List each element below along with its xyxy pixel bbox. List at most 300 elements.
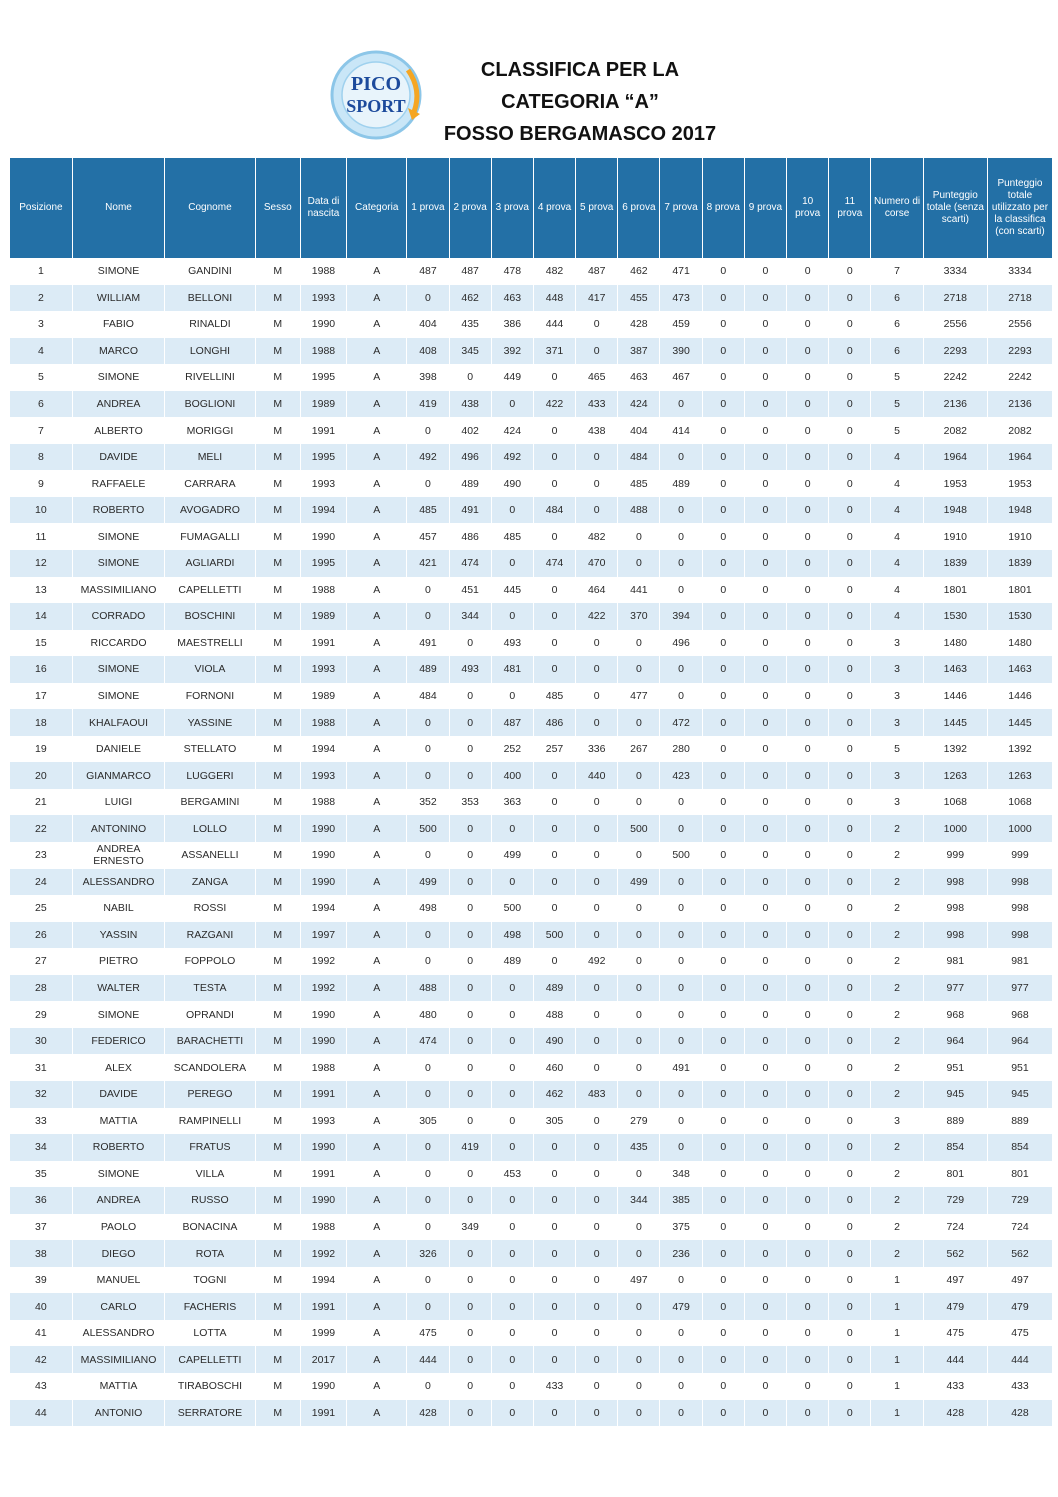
table-cell: 0 bbox=[829, 975, 871, 1002]
table-cell: 0 bbox=[449, 1373, 491, 1400]
table-cell: 0 bbox=[702, 364, 744, 391]
table-row bbox=[10, 285, 1052, 312]
table-cell: PAOLO bbox=[72, 1214, 164, 1241]
table-cell: M bbox=[255, 1161, 300, 1188]
table-cell: 0 bbox=[744, 975, 786, 1002]
table-cell: 0 bbox=[829, 603, 871, 630]
table-cell: A bbox=[347, 1214, 407, 1241]
table-cell: 0 bbox=[660, 497, 702, 524]
table-cell: 0 bbox=[576, 815, 618, 842]
table-cell: 0 bbox=[829, 311, 871, 338]
table-cell: 0 bbox=[407, 922, 449, 949]
table-cell: 1990 bbox=[300, 523, 346, 550]
table-cell: 0 bbox=[787, 1214, 829, 1241]
table-cell: 0 bbox=[576, 1293, 618, 1320]
table-cell: 479 bbox=[660, 1293, 702, 1320]
table-cell: 0 bbox=[576, 1240, 618, 1267]
table-cell: 0 bbox=[787, 709, 829, 736]
table-cell: 5 bbox=[871, 417, 923, 444]
table-cell: 0 bbox=[744, 656, 786, 683]
table-cell: 0 bbox=[491, 497, 533, 524]
table-cell: 32 bbox=[10, 1081, 72, 1108]
table-cell: 0 bbox=[449, 1240, 491, 1267]
table-cell: 444 bbox=[407, 1346, 449, 1373]
table-cell: 0 bbox=[787, 1001, 829, 1028]
table-cell: 1964 bbox=[923, 444, 987, 471]
table-cell: 0 bbox=[576, 1373, 618, 1400]
table-cell: 305 bbox=[533, 1108, 575, 1135]
table-cell: 487 bbox=[449, 258, 491, 285]
table-cell: 0 bbox=[660, 577, 702, 604]
table-cell: 0 bbox=[449, 1346, 491, 1373]
table-cell: 394 bbox=[660, 603, 702, 630]
table-cell: 0 bbox=[533, 577, 575, 604]
table-cell: 0 bbox=[491, 1346, 533, 1373]
table-cell: 0 bbox=[533, 1346, 575, 1373]
table-cell: 977 bbox=[987, 975, 1052, 1002]
table-row bbox=[10, 550, 1052, 577]
table-cell: 0 bbox=[491, 1267, 533, 1294]
table-cell: AVOGADRO bbox=[165, 497, 255, 524]
table-cell: 0 bbox=[787, 1028, 829, 1055]
table-row bbox=[10, 683, 1052, 710]
table-cell: 0 bbox=[576, 338, 618, 365]
table-cell: 492 bbox=[576, 948, 618, 975]
table-row bbox=[10, 948, 1052, 975]
table-cell: 17 bbox=[35, 690, 47, 703]
table-cell: 2718 bbox=[923, 285, 987, 312]
table-cell: 0 bbox=[576, 869, 618, 896]
table-cell: 1990 bbox=[300, 815, 346, 842]
table-cell: 0 bbox=[702, 285, 744, 312]
table-cell: 0 bbox=[533, 1400, 575, 1427]
table-cell: 1000 bbox=[987, 815, 1052, 842]
table-cell: 18 bbox=[10, 709, 72, 736]
table-cell: 40 bbox=[10, 1293, 72, 1320]
table-cell: 0 bbox=[702, 842, 744, 869]
table-cell: 2 bbox=[871, 1161, 923, 1188]
table-cell: 402 bbox=[449, 417, 491, 444]
table-cell: 0 bbox=[829, 338, 871, 365]
table-cell: M bbox=[255, 1081, 300, 1108]
table-cell: 4 bbox=[871, 603, 923, 630]
table-cell: 2 bbox=[871, 1001, 923, 1028]
table-cell: 0 bbox=[787, 736, 829, 763]
table-cell: 998 bbox=[987, 869, 1052, 896]
table-cell: 724 bbox=[987, 1214, 1052, 1241]
table-cell: 7 bbox=[871, 258, 923, 285]
table-cell: 1801 bbox=[923, 577, 987, 604]
table-cell: 0 bbox=[576, 1267, 618, 1294]
table-cell: 1 bbox=[871, 1373, 923, 1400]
table-cell: 444 bbox=[533, 311, 575, 338]
table-cell: 0 bbox=[576, 444, 618, 471]
table-cell: 1068 bbox=[923, 789, 987, 816]
table-row bbox=[10, 1346, 1052, 1373]
table-cell: 3334 bbox=[923, 258, 987, 285]
table-cell: 1 bbox=[871, 1346, 923, 1373]
table-cell: 0 bbox=[787, 683, 829, 710]
table-cell: 951 bbox=[987, 1054, 1052, 1081]
table-cell: 7 bbox=[37, 424, 44, 437]
table-cell: 0 bbox=[744, 1320, 786, 1347]
table-cell: A bbox=[347, 1187, 407, 1214]
table-cell: 0 bbox=[491, 1054, 533, 1081]
table-cell: ALESSANDRO bbox=[72, 1320, 164, 1347]
table-cell: A bbox=[347, 497, 407, 524]
table-cell: 0 bbox=[449, 683, 491, 710]
table-cell: M bbox=[255, 1293, 300, 1320]
table-cell: 479 bbox=[923, 1293, 987, 1320]
table-row bbox=[10, 258, 1052, 285]
table-cell: 0 bbox=[576, 842, 618, 869]
table-cell: 352 bbox=[407, 789, 449, 816]
table-cell: 999 bbox=[987, 842, 1052, 869]
table-cell: MELI bbox=[165, 444, 255, 471]
table-cell: 0 bbox=[618, 1346, 660, 1373]
table-cell: 2293 bbox=[987, 338, 1052, 365]
table-cell: 462 bbox=[618, 258, 660, 285]
table-cell: 1989 bbox=[300, 603, 346, 630]
table-cell: A bbox=[347, 1161, 407, 1188]
table-cell: 0 bbox=[702, 762, 744, 789]
table-cell: 477 bbox=[618, 683, 660, 710]
table-cell: 424 bbox=[491, 417, 533, 444]
table-cell: 0 bbox=[787, 630, 829, 657]
table-cell: 0 bbox=[744, 1081, 786, 1108]
table-cell: ALEX bbox=[72, 1054, 164, 1081]
table-cell: SIMONE bbox=[72, 683, 164, 710]
table-cell: 0 bbox=[533, 1214, 575, 1241]
column-header: 7 prova bbox=[660, 158, 702, 258]
table-cell: 392 bbox=[491, 338, 533, 365]
table-cell: 0 bbox=[744, 1400, 786, 1427]
column-header: 10 prova bbox=[787, 158, 829, 258]
table-cell: ALBERTO bbox=[72, 417, 164, 444]
table-cell: 5 bbox=[871, 364, 923, 391]
table-cell: 1964 bbox=[987, 444, 1052, 471]
table-cell: 854 bbox=[923, 1134, 987, 1161]
table-cell: SCANDOLERA bbox=[165, 1054, 255, 1081]
table-cell: 0 bbox=[449, 1001, 491, 1028]
table-cell: 0 bbox=[744, 895, 786, 922]
table-cell: FABIO bbox=[72, 311, 164, 338]
table-cell: 489 bbox=[449, 470, 491, 497]
table-cell: 0 bbox=[533, 1161, 575, 1188]
table-cell: YASSINE bbox=[165, 709, 255, 736]
table-row bbox=[10, 444, 1052, 471]
table-cell: 0 bbox=[449, 948, 491, 975]
table-cell: 3 bbox=[871, 630, 923, 657]
table-cell: 2 bbox=[871, 975, 923, 1002]
table-cell: 465 bbox=[576, 364, 618, 391]
table-cell: 20 bbox=[10, 762, 72, 789]
table-cell: 0 bbox=[787, 869, 829, 896]
table-cell: 486 bbox=[449, 523, 491, 550]
table-cell: 497 bbox=[618, 1267, 660, 1294]
column-header: 1 prova bbox=[407, 158, 449, 258]
table-cell: 482 bbox=[533, 258, 575, 285]
table-cell: 1999 bbox=[300, 1320, 346, 1347]
table-cell: 35 bbox=[35, 1167, 47, 1180]
table-cell: 1 bbox=[871, 1320, 923, 1347]
table-cell: 0 bbox=[829, 285, 871, 312]
table-cell: 0 bbox=[829, 709, 871, 736]
table-cell: M bbox=[255, 470, 300, 497]
table-cell: 2 bbox=[871, 1081, 923, 1108]
table-cell: 0 bbox=[576, 1346, 618, 1373]
table-cell: 0 bbox=[787, 1054, 829, 1081]
table-cell: 0 bbox=[829, 444, 871, 471]
table-cell: CORRADO bbox=[72, 603, 164, 630]
table-cell: 0 bbox=[491, 1293, 533, 1320]
table-cell: 0 bbox=[702, 577, 744, 604]
table-cell: 492 bbox=[407, 444, 449, 471]
table-cell: 497 bbox=[987, 1267, 1052, 1294]
table-cell: 0 bbox=[660, 1346, 702, 1373]
table-cell: 491 bbox=[449, 497, 491, 524]
table-cell: 0 bbox=[533, 789, 575, 816]
table-cell: 433 bbox=[923, 1373, 987, 1400]
column-header: 8 prova bbox=[702, 158, 744, 258]
table-cell: A bbox=[347, 630, 407, 657]
table-cell: 0 bbox=[449, 1400, 491, 1427]
table-cell: 0 bbox=[576, 1214, 618, 1241]
table-cell: 0 bbox=[829, 417, 871, 444]
table-cell: RINALDI bbox=[165, 311, 255, 338]
table-cell: 3334 bbox=[987, 258, 1052, 285]
table-cell: 1992 bbox=[300, 1240, 346, 1267]
table-cell: 0 bbox=[660, 683, 702, 710]
table-cell: 1446 bbox=[923, 683, 987, 710]
table-cell: 0 bbox=[829, 258, 871, 285]
table-cell: 981 bbox=[987, 948, 1052, 975]
table-cell: 0 bbox=[576, 1400, 618, 1427]
table-cell: 2 bbox=[871, 895, 923, 922]
table-cell: 348 bbox=[660, 1161, 702, 1188]
table-cell: 0 bbox=[787, 1267, 829, 1294]
table-cell: A bbox=[347, 1267, 407, 1294]
table-cell: 0 bbox=[618, 656, 660, 683]
table-cell: 998 bbox=[987, 922, 1052, 949]
table-cell: 1993 bbox=[300, 656, 346, 683]
table-cell: 0 bbox=[702, 1346, 744, 1373]
table-cell: FUMAGALLI bbox=[165, 523, 255, 550]
table-cell: 1990 bbox=[300, 1028, 346, 1055]
column-header: Cognome bbox=[165, 158, 255, 258]
table-cell: 500 bbox=[491, 895, 533, 922]
table-cell: M bbox=[255, 1267, 300, 1294]
table-cell: 0 bbox=[407, 1054, 449, 1081]
table-cell: 491 bbox=[660, 1054, 702, 1081]
title-line-1: CLASSIFICA PER LA bbox=[480, 59, 680, 81]
table-cell: 0 bbox=[787, 1108, 829, 1135]
table-cell: 0 bbox=[449, 1187, 491, 1214]
table-cell: 0 bbox=[618, 1028, 660, 1055]
table-cell: 0 bbox=[744, 497, 786, 524]
table-cell: 0 bbox=[744, 1054, 786, 1081]
table-cell: 400 bbox=[491, 762, 533, 789]
table-cell: 0 bbox=[744, 922, 786, 949]
table-cell: 0 bbox=[829, 762, 871, 789]
table-cell: 2 bbox=[871, 922, 923, 949]
table-cell: 26 bbox=[10, 922, 72, 949]
table-cell: 0 bbox=[744, 417, 786, 444]
table-cell: 13 bbox=[35, 583, 47, 596]
table-cell: 0 bbox=[660, 869, 702, 896]
table-cell: 385 bbox=[660, 1187, 702, 1214]
table-cell: 998 bbox=[923, 869, 987, 896]
table-cell: 0 bbox=[407, 417, 449, 444]
table-cell: 0 bbox=[829, 815, 871, 842]
table-cell: 1988 bbox=[300, 258, 346, 285]
table-cell: 433 bbox=[576, 391, 618, 418]
table-cell: 444 bbox=[923, 1346, 987, 1373]
table-cell: 0 bbox=[829, 1214, 871, 1241]
table-cell: 0 bbox=[787, 1187, 829, 1214]
table-cell: 0 bbox=[829, 1240, 871, 1267]
table-cell: RUSSO bbox=[165, 1187, 255, 1214]
table-cell: 2 bbox=[871, 948, 923, 975]
table-cell: 2 bbox=[871, 1134, 923, 1161]
table-cell: 0 bbox=[407, 1267, 449, 1294]
table-cell: A bbox=[347, 789, 407, 816]
table-cell: 0 bbox=[576, 789, 618, 816]
table-cell: 0 bbox=[449, 1081, 491, 1108]
table-cell: 0 bbox=[744, 630, 786, 657]
table-cell: 951 bbox=[923, 1054, 987, 1081]
table-cell: 3 bbox=[871, 656, 923, 683]
column-header: Sesso bbox=[255, 158, 300, 258]
table-cell: 0 bbox=[744, 842, 786, 869]
table-cell: 1 bbox=[871, 1293, 923, 1320]
table-row bbox=[10, 1108, 1052, 1135]
table-cell: 0 bbox=[407, 709, 449, 736]
table-cell: 0 bbox=[744, 1187, 786, 1214]
table-cell: 998 bbox=[923, 922, 987, 949]
table-cell: 493 bbox=[491, 630, 533, 657]
table-cell: 0 bbox=[576, 1054, 618, 1081]
table-cell: 345 bbox=[449, 338, 491, 365]
table-cell: 0 bbox=[702, 922, 744, 949]
table-cell: 0 bbox=[702, 736, 744, 763]
table-cell: 0 bbox=[829, 1161, 871, 1188]
table-cell: 1953 bbox=[987, 470, 1052, 497]
table-cell: 0 bbox=[576, 497, 618, 524]
title-line-3: FOSSO BERGAMASCO 2017 bbox=[443, 123, 717, 145]
table-cell: 0 bbox=[618, 762, 660, 789]
table-cell: 0 bbox=[449, 869, 491, 896]
table-cell: 0 bbox=[533, 444, 575, 471]
table-cell: M bbox=[255, 948, 300, 975]
table-header-row bbox=[10, 158, 1052, 258]
table-cell: RAFFAELE bbox=[72, 470, 164, 497]
table-cell: TESTA bbox=[165, 975, 255, 1002]
table-cell: LUIGI bbox=[72, 789, 164, 816]
table-cell: 2136 bbox=[987, 391, 1052, 418]
table-cell: LUGGERI bbox=[165, 762, 255, 789]
table-cell: A bbox=[347, 1373, 407, 1400]
table-cell: 0 bbox=[660, 1400, 702, 1427]
table-cell: A bbox=[347, 948, 407, 975]
column-header: Numero di corse bbox=[871, 158, 923, 258]
table-cell: A bbox=[347, 842, 407, 869]
table-cell: 6 bbox=[871, 338, 923, 365]
table-cell: 4 bbox=[10, 338, 72, 365]
table-cell: 0 bbox=[491, 1081, 533, 1108]
table-cell: A bbox=[347, 603, 407, 630]
table-cell: 0 bbox=[407, 1134, 449, 1161]
table-cell: 3 bbox=[871, 1108, 923, 1135]
table-cell: 0 bbox=[407, 762, 449, 789]
table-cell: 2556 bbox=[923, 311, 987, 338]
table-cell: FACHERIS bbox=[165, 1293, 255, 1320]
table-cell: A bbox=[347, 1320, 407, 1347]
table-cell: 2 bbox=[10, 285, 72, 312]
table-cell: 0 bbox=[702, 1373, 744, 1400]
table-cell: CAPELLETTI bbox=[165, 1346, 255, 1373]
table-cell: 485 bbox=[618, 470, 660, 497]
table-cell: 0 bbox=[449, 709, 491, 736]
table-cell: 0 bbox=[407, 1187, 449, 1214]
table-cell: SIMONE bbox=[72, 1161, 164, 1188]
table-cell: 0 bbox=[702, 1161, 744, 1188]
table-cell: 0 bbox=[618, 1240, 660, 1267]
table-cell: M bbox=[255, 311, 300, 338]
table-cell: 0 bbox=[787, 1320, 829, 1347]
table-cell: 267 bbox=[618, 736, 660, 763]
table-cell: 0 bbox=[533, 1187, 575, 1214]
table-cell: ASSANELLI bbox=[165, 842, 255, 869]
table-cell: LOTTA bbox=[165, 1320, 255, 1347]
table-cell: 0 bbox=[533, 1320, 575, 1347]
table-cell: 0 bbox=[787, 550, 829, 577]
table-cell: 0 bbox=[407, 603, 449, 630]
table-row bbox=[10, 1320, 1052, 1347]
table-cell: 457 bbox=[407, 523, 449, 550]
table-cell: 0 bbox=[449, 736, 491, 763]
table-cell: 0 bbox=[744, 948, 786, 975]
table-cell: 0 bbox=[702, 815, 744, 842]
table-cell: M bbox=[255, 258, 300, 285]
table-cell: M bbox=[255, 975, 300, 1002]
table-cell: 0 bbox=[787, 523, 829, 550]
table-cell: 1463 bbox=[923, 656, 987, 683]
table-row bbox=[10, 311, 1052, 338]
table-cell: 1445 bbox=[987, 709, 1052, 736]
table-cell: ANTONINO bbox=[72, 815, 164, 842]
table-cell: 1993 bbox=[300, 285, 346, 312]
table-cell: 42 bbox=[10, 1346, 72, 1373]
table-row bbox=[10, 1187, 1052, 1214]
table-cell: 1990 bbox=[300, 1373, 346, 1400]
table-cell: 729 bbox=[923, 1187, 987, 1214]
title-line-2: CATEGORIA “A” bbox=[501, 91, 659, 113]
table-cell: 0 bbox=[533, 470, 575, 497]
table-cell: M bbox=[255, 789, 300, 816]
table-row bbox=[10, 1054, 1052, 1081]
table-cell: 0 bbox=[618, 1161, 660, 1188]
table-cell: 5 bbox=[37, 371, 44, 384]
table-cell: 0 bbox=[787, 1400, 829, 1427]
table-cell: 492 bbox=[491, 444, 533, 471]
table-cell: 0 bbox=[787, 1081, 829, 1108]
table-cell: 41 bbox=[35, 1327, 47, 1340]
table-cell: A bbox=[347, 285, 407, 312]
table-cell: 2017 bbox=[300, 1346, 346, 1373]
table-cell: 0 bbox=[744, 762, 786, 789]
table-cell: 0 bbox=[660, 523, 702, 550]
